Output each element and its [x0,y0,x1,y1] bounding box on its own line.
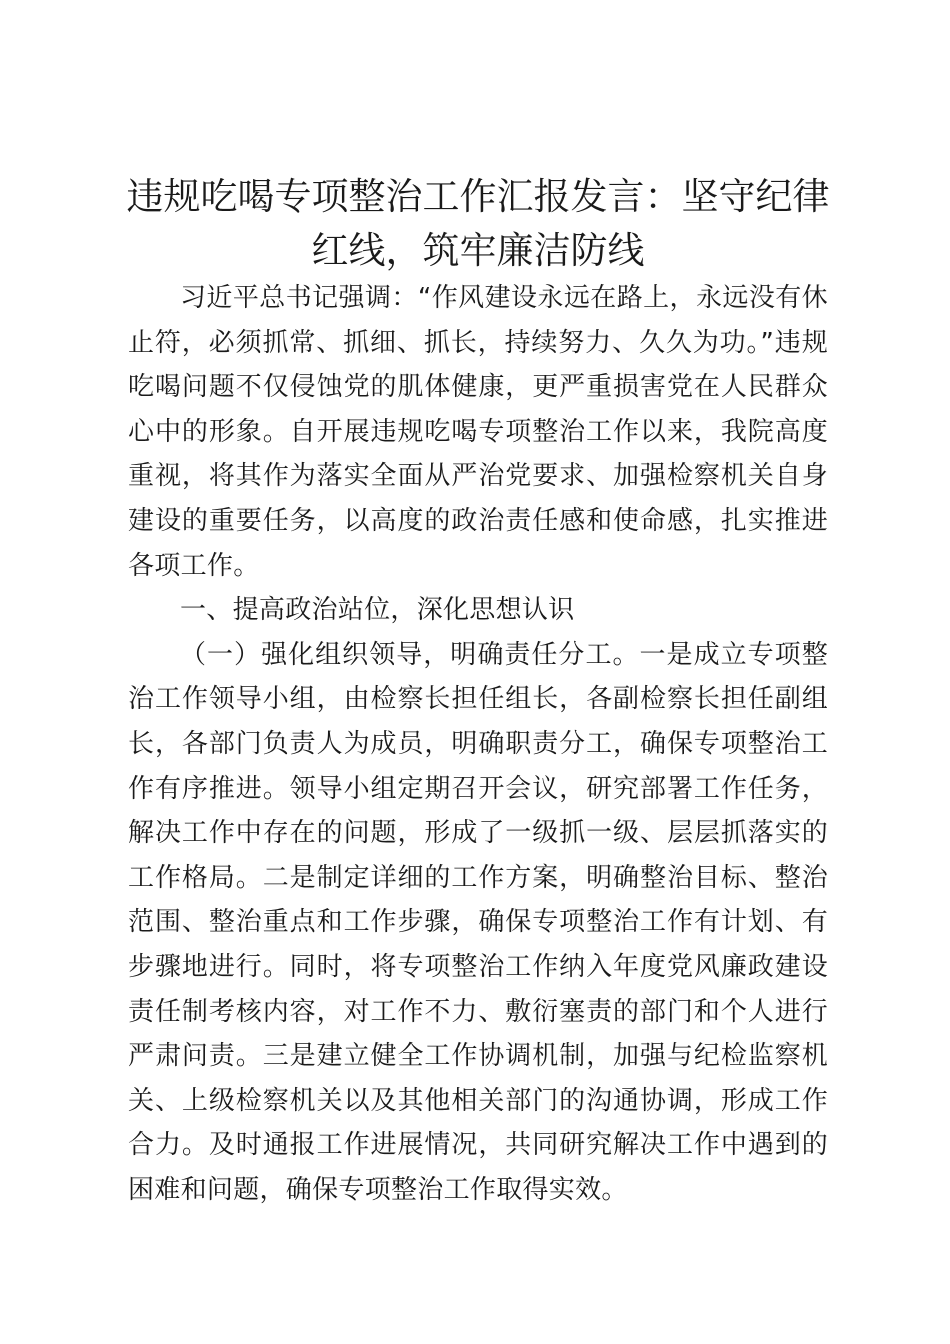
intro-paragraph: 习近平总书记强调：“作风建设永远在路上，永远没有休止符，必须抓常、抓细、抓长，持续努力、久久为功。”违规吃喝问题不仅侵蚀党的肌体健康，更严重损害党在人民群众心中的形象。自开展违规吃喝专项整治工作以来，我院高度重视，将其作为落实全面从严治党要求、加强检察机关自身建设的重要任务，以高度的政治责任感和使命感，扎实推进各项工作。 [128,283,828,581]
document-title: 违规吃喝专项整治工作汇报发言：坚守纪律红线，筑牢廉洁防线 [126,175,830,272]
section-heading: 一、提高政治站位，深化思想认识 [180,595,575,626]
document-body [128,276,828,1212]
subsection-paragraph: （一）强化组织领导，明确责任分工。一是成立专项整治工作领导小组，由检察长担任组长，各副检察长担任副组长，各部门负责人为成员，明确职责分工，确保专项整治工作有序推进。领导小组定期召开会议，研究部署工作任务，解决工作中存在的问题，形成了一级抓一级、层层抓落实的工作格局。二是制定详细的工作方案，明确整治目标、整治范围、整治重点和工作步骤，确保专项整治工作有计划、有步骤地进行。同时，将专项整治工作纳入年度党风廉政建设责任制考核内容，对工作不力、敷衍塞责的部门和个人进行严肃问责。三是建立健全工作协调机制，加强与纪检监察机关、上级检察机关以及其他相关部门的沟通协调，形成工作合力。及时通报工作进展情况，共同研究解决工作中遇到的困难和问题，确保专项整治工作取得实效。 [128,639,828,1205]
